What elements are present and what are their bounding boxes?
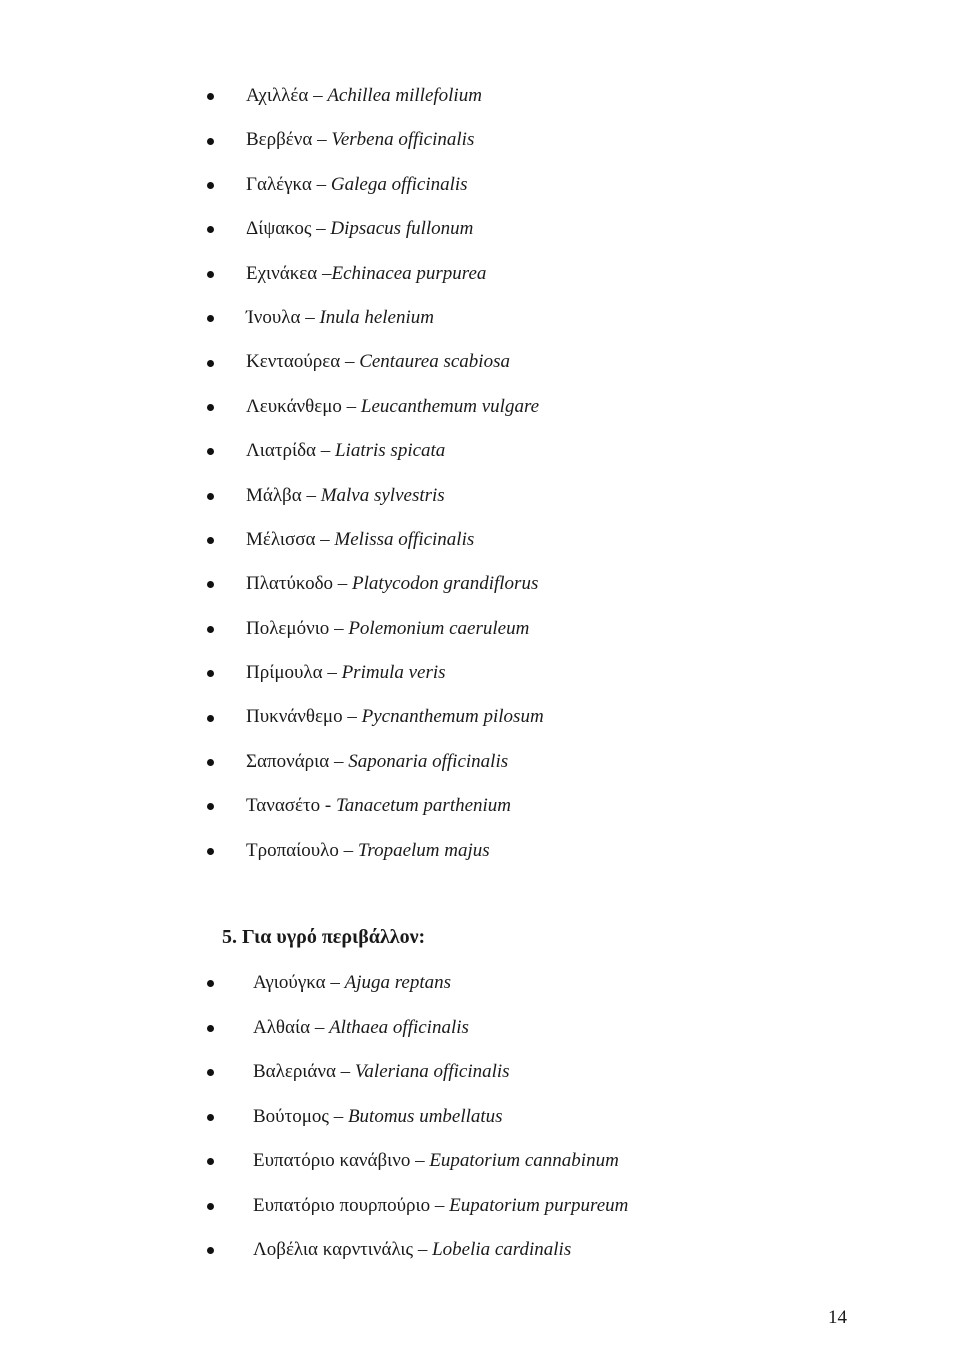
greek-name: Αγιούγκα bbox=[253, 972, 326, 993]
latin-name: Eupatorium purpureum bbox=[449, 1194, 629, 1216]
bullet-icon bbox=[207, 626, 214, 633]
greek-name: Ευπατόριο κανάβινο bbox=[253, 1150, 411, 1171]
latin-name: Platycodon grandiflorus bbox=[352, 573, 539, 595]
greek-name: Μάλβα bbox=[246, 484, 302, 506]
bullet-icon bbox=[207, 537, 214, 544]
bullet-icon bbox=[207, 1069, 214, 1076]
bullet-icon bbox=[207, 138, 214, 145]
greek-name: Βερβένα bbox=[246, 129, 313, 151]
greek-name: Τροπαίουλο bbox=[246, 839, 339, 861]
bullet-icon bbox=[207, 803, 214, 810]
latin-name: Leucanthemum vulgare bbox=[360, 395, 540, 417]
separator: – bbox=[322, 662, 342, 684]
latin-name: Pycnanthemum pilosum bbox=[361, 706, 544, 728]
separator: – bbox=[311, 173, 331, 195]
separator: – bbox=[300, 306, 320, 328]
bullet-icon bbox=[207, 360, 214, 367]
latin-name: Saponaria officinalis bbox=[348, 750, 509, 772]
greek-name: Βούτομος bbox=[253, 1105, 329, 1127]
bullet-icon bbox=[207, 1114, 214, 1121]
separator: – bbox=[325, 972, 345, 993]
latin-name: Liatris spicata bbox=[334, 440, 446, 462]
separator: – bbox=[315, 440, 335, 462]
latin-name: Centaurea scabiosa bbox=[359, 351, 510, 373]
separator: – bbox=[342, 706, 362, 728]
separator: – bbox=[310, 1016, 330, 1038]
separator: - bbox=[320, 795, 336, 817]
latin-name: Verbena officinalis bbox=[331, 129, 475, 151]
bullet-icon bbox=[207, 1158, 214, 1165]
separator: – bbox=[340, 351, 360, 373]
bullet-icon bbox=[207, 93, 214, 100]
latin-name: Tanacetum parthenium bbox=[335, 795, 512, 817]
latin-name: Melissa officinalis bbox=[334, 528, 475, 550]
latin-name: Echinacea purpurea bbox=[331, 262, 487, 284]
greek-name: Πολεμόνιο bbox=[246, 617, 330, 639]
latin-name: Tropaelum majus bbox=[357, 839, 490, 861]
separator: – bbox=[410, 1150, 430, 1171]
bullet-icon bbox=[207, 759, 214, 766]
bullet-icon bbox=[207, 715, 214, 722]
latin-name: Lobelia cardinalis bbox=[432, 1239, 572, 1260]
latin-name: Dipsacus fullonum bbox=[330, 218, 474, 240]
greek-name: Λευκάνθεμο bbox=[246, 395, 342, 417]
bullet-icon bbox=[207, 182, 214, 189]
latin-name: Galega officinalis bbox=[330, 173, 468, 195]
latin-name: Primula veris bbox=[341, 662, 446, 684]
greek-name: Αχιλλέα bbox=[246, 85, 309, 106]
latin-name: Ajuga reptans bbox=[344, 972, 452, 993]
latin-name: Eupatorium cannabinum bbox=[429, 1150, 619, 1171]
greek-name: Τανασέτο bbox=[246, 795, 321, 817]
greek-name: Μέλισσα bbox=[246, 528, 316, 550]
separator: – bbox=[430, 1194, 450, 1216]
separator: – bbox=[317, 262, 332, 284]
greek-name: Ίνουλα bbox=[246, 306, 301, 328]
latin-name: Butomus umbellatus bbox=[347, 1105, 503, 1127]
separator: – bbox=[308, 85, 328, 106]
greek-name: Κενταούρεα bbox=[246, 351, 341, 373]
greek-name: Γαλέγκα bbox=[246, 173, 312, 195]
bullet-icon bbox=[207, 315, 214, 322]
separator: – bbox=[301, 484, 321, 506]
greek-name: Πρίμουλα bbox=[246, 662, 323, 684]
separator: – bbox=[338, 839, 358, 861]
separator: – bbox=[341, 395, 361, 417]
bullet-icon bbox=[207, 848, 214, 855]
greek-name: Εχινάκεα bbox=[246, 262, 318, 284]
greek-name: Δίψακος bbox=[246, 218, 312, 240]
greek-name: Λοβέλια καρντινάλις bbox=[253, 1239, 414, 1260]
latin-name: Malva sylvestris bbox=[320, 484, 445, 506]
greek-name: Βαλεριάνα bbox=[253, 1061, 336, 1082]
latin-name: Valeriana officinalis bbox=[354, 1061, 510, 1082]
greek-name: Πλατύκοδο bbox=[246, 573, 334, 595]
bullet-icon bbox=[207, 1203, 214, 1210]
greek-name: Πυκνάνθεμο bbox=[246, 706, 343, 728]
greek-name: Λιατρίδα bbox=[246, 440, 316, 462]
bullet-icon bbox=[207, 581, 214, 588]
bullet-icon bbox=[207, 670, 214, 677]
separator: – bbox=[329, 617, 349, 639]
latin-name: Polemonium caeruleum bbox=[348, 617, 530, 639]
separator: – bbox=[333, 573, 353, 595]
latin-name: Achillea millefolium bbox=[327, 85, 482, 106]
separator: – bbox=[328, 1105, 348, 1127]
separator: – bbox=[312, 129, 332, 151]
bullet-icon bbox=[207, 980, 214, 987]
greek-name: Σαπονάρια bbox=[246, 750, 330, 772]
latin-name: Althaea officinalis bbox=[329, 1016, 469, 1038]
greek-name: Ευπατόριο πουρπούριο bbox=[253, 1194, 431, 1216]
separator: – bbox=[413, 1239, 433, 1260]
page-number: 14 bbox=[828, 1307, 847, 1328]
separator: – bbox=[311, 218, 331, 240]
bullet-icon bbox=[207, 493, 214, 500]
bullet-icon bbox=[207, 1025, 214, 1032]
greek-name: Αλθαία bbox=[253, 1016, 311, 1038]
latin-name: Inula helenium bbox=[319, 306, 434, 328]
bullet-icon bbox=[207, 404, 214, 411]
bullet-icon bbox=[207, 1247, 214, 1254]
separator: – bbox=[335, 1061, 355, 1082]
section-heading: 5. Για υγρό περιβάλλον: bbox=[222, 926, 426, 948]
separator: – bbox=[329, 750, 349, 772]
bullet-icon bbox=[207, 271, 214, 278]
bullet-icon bbox=[207, 448, 214, 455]
separator: – bbox=[315, 528, 335, 550]
bullet-icon bbox=[207, 226, 214, 233]
